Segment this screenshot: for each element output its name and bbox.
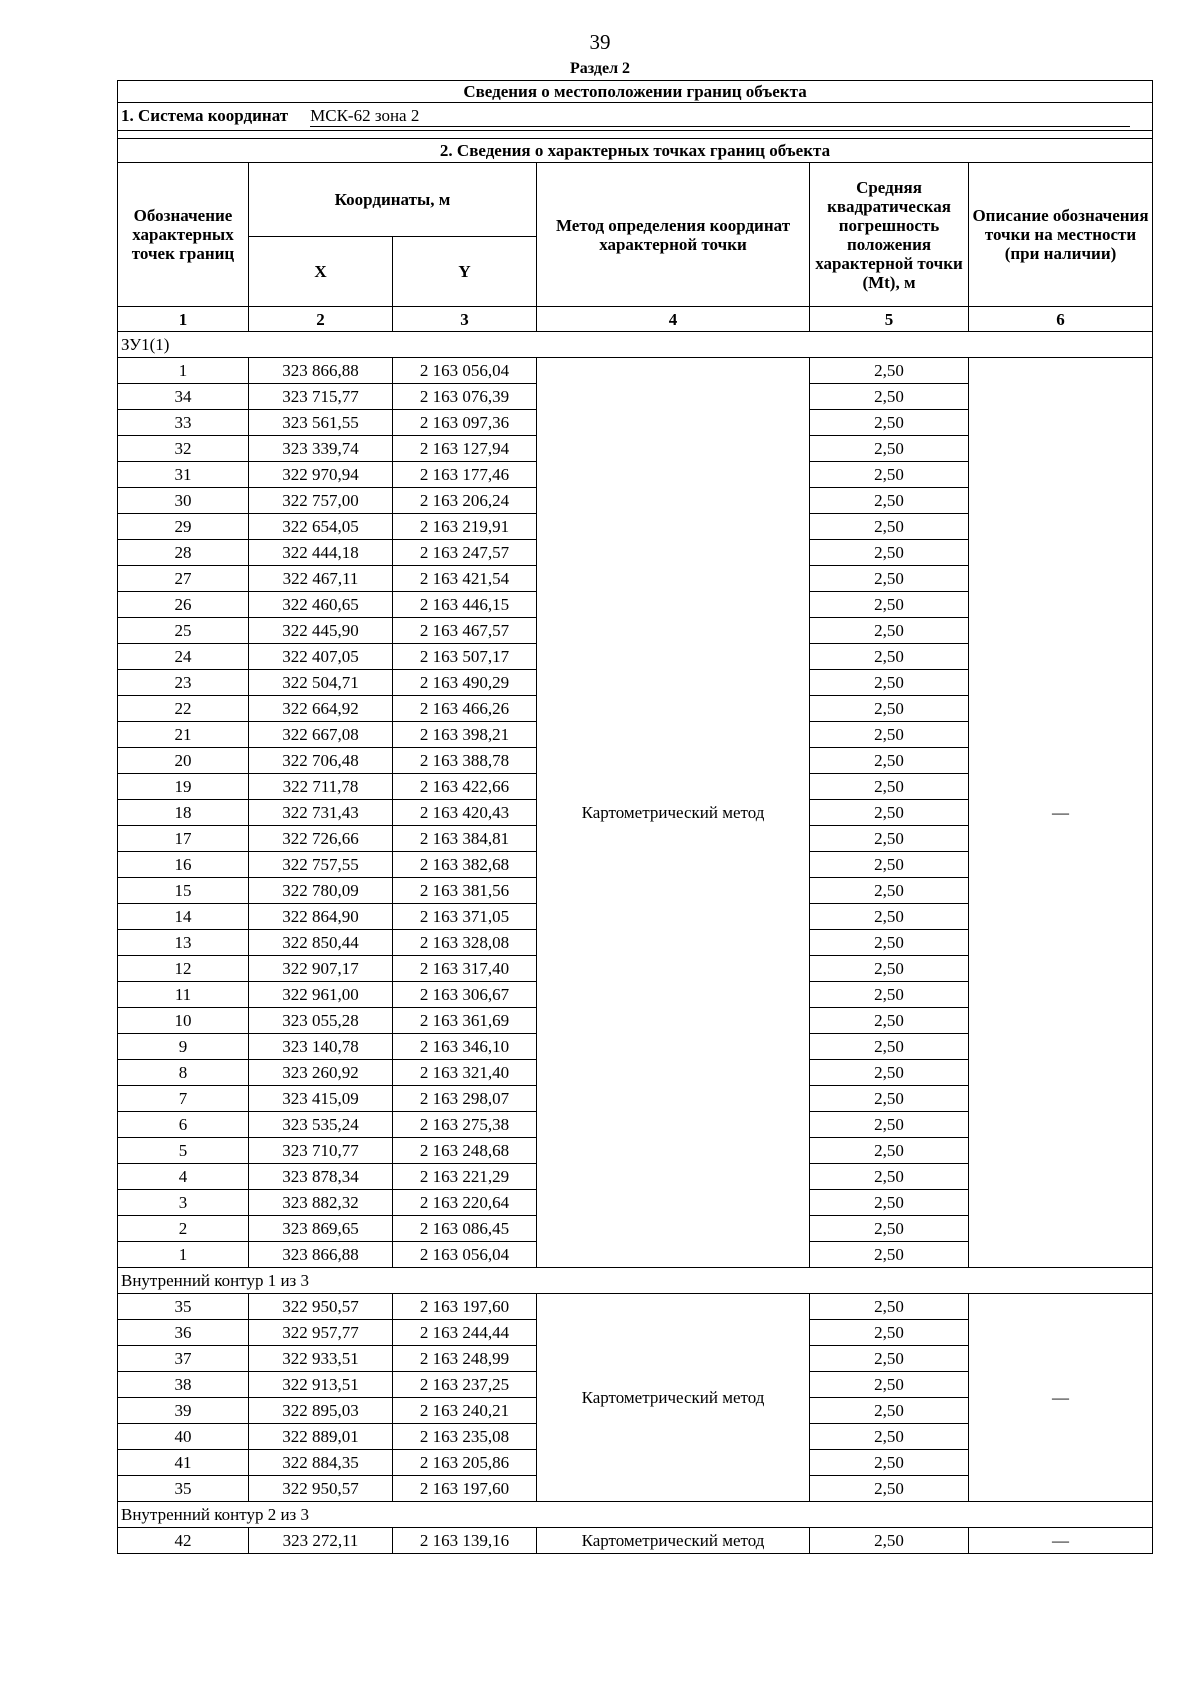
coord-y: 2 163 205,86 [393,1450,537,1476]
accuracy-mt: 2,50 [810,1372,969,1398]
accuracy-mt: 2,50 [810,1164,969,1190]
accuracy-mt: 2,50 [810,540,969,566]
coord-y: 2 163 466,26 [393,696,537,722]
page-number: 39 [589,30,611,54]
point-number: 1 [118,358,249,384]
coord-y: 2 163 371,05 [393,904,537,930]
coord-y: 2 163 381,56 [393,878,537,904]
section-label: Раздел 2 [569,60,631,77]
point-number: 6 [118,1112,249,1138]
coord-x: 323 535,24 [249,1112,393,1138]
point-number: 25 [118,618,249,644]
coord-y: 2 163 321,40 [393,1060,537,1086]
point-number: 17 [118,826,249,852]
point-number: 7 [118,1086,249,1112]
point-number: 27 [118,566,249,592]
coord-x: 323 339,74 [249,436,393,462]
accuracy-mt: 2,50 [810,904,969,930]
point-number: 36 [118,1320,249,1346]
accuracy-mt: 2,50 [810,930,969,956]
coord-x: 323 055,28 [249,1008,393,1034]
coord-y: 2 163 221,29 [393,1164,537,1190]
column-number-3: 3 [393,307,537,332]
accuracy-mt: 2,50 [810,722,969,748]
coord-x: 322 889,01 [249,1424,393,1450]
coord-y: 2 163 247,57 [393,540,537,566]
point-number: 16 [118,852,249,878]
method-cell: Картометрический метод [537,1294,810,1502]
table-row [118,358,1153,384]
coord-x: 323 869,65 [249,1216,393,1242]
point-number: 30 [118,488,249,514]
group-label: Внутренний контур 1 из 3 [118,1268,1153,1294]
coord-x: 322 460,65 [249,592,393,618]
accuracy-mt: 2,50 [810,670,969,696]
point-number: 34 [118,384,249,410]
coord-y: 2 163 398,21 [393,722,537,748]
coord-y: 2 163 248,68 [393,1138,537,1164]
table-row [118,1294,1153,1320]
coord-x: 322 933,51 [249,1346,393,1372]
point-number: 38 [118,1372,249,1398]
accuracy-mt: 2,50 [810,1320,969,1346]
coord-x: 323 260,92 [249,1060,393,1086]
point-number: 21 [118,722,249,748]
group-label-row [118,332,1153,358]
accuracy-mt: 2,50 [810,1190,969,1216]
accuracy-mt: 2,50 [810,1398,969,1424]
point-number: 11 [118,982,249,1008]
header-point-designation: Обозначение характерных точек границ [118,163,249,307]
accuracy-mt: 2,50 [810,1450,969,1476]
accuracy-mt: 2,50 [810,592,969,618]
accuracy-mt: 2,50 [810,644,969,670]
coord-x: 322 726,66 [249,826,393,852]
coord-y: 2 163 298,07 [393,1086,537,1112]
column-number-4: 4 [537,307,810,332]
coord-y: 2 163 056,04 [393,1242,537,1268]
coord-y: 2 163 306,67 [393,982,537,1008]
coord-y: 2 163 361,69 [393,1008,537,1034]
point-number: 20 [118,748,249,774]
coord-x: 322 731,43 [249,800,393,826]
coord-x: 322 757,00 [249,488,393,514]
point-number: 41 [118,1450,249,1476]
accuracy-mt: 2,50 [810,1034,969,1060]
column-number-5: 5 [810,307,969,332]
header-x: X [249,237,393,307]
coord-x: 322 445,90 [249,618,393,644]
accuracy-mt: 2,50 [810,1086,969,1112]
coord-x: 322 664,92 [249,696,393,722]
coord-y: 2 163 235,08 [393,1424,537,1450]
coord-y: 2 163 056,04 [393,358,537,384]
accuracy-mt: 2,50 [810,800,969,826]
point-number: 33 [118,410,249,436]
coord-x: 322 864,90 [249,904,393,930]
coord-x: 322 757,55 [249,852,393,878]
group-label: ЗУ1(1) [118,332,1153,358]
coord-y: 2 163 388,78 [393,748,537,774]
coord-y: 2 163 382,68 [393,852,537,878]
coord-x: 322 654,05 [249,514,393,540]
accuracy-mt: 2,50 [810,1476,969,1502]
coord-y: 2 163 244,44 [393,1320,537,1346]
coord-x: 322 706,48 [249,748,393,774]
point-number: 22 [118,696,249,722]
point-number: 9 [118,1034,249,1060]
header-coordinates: Координаты, м [249,163,537,237]
header-method: Метод определения координат характерной точки [537,163,810,307]
coord-x: 323 140,78 [249,1034,393,1060]
point-number: 5 [118,1138,249,1164]
coord-x: 323 866,88 [249,1242,393,1268]
coord-y: 2 163 384,81 [393,826,537,852]
coord-x: 322 444,18 [249,540,393,566]
accuracy-mt: 2,50 [810,1112,969,1138]
accuracy-mt: 2,50 [810,384,969,410]
column-number-2: 2 [249,307,393,332]
accuracy-mt: 2,50 [810,748,969,774]
point-number: 28 [118,540,249,566]
spacer-row [118,131,1153,139]
coord-x: 322 407,05 [249,644,393,670]
point-number: 14 [118,904,249,930]
coord-y: 2 163 317,40 [393,956,537,982]
coord-system-label: 1. Система координат [121,106,289,125]
coord-y: 2 163 421,54 [393,566,537,592]
coord-y: 2 163 490,29 [393,670,537,696]
accuracy-mt: 2,50 [810,1242,969,1268]
point-number: 15 [118,878,249,904]
method-cell: Картометрический метод [537,1528,810,1554]
point-number: 10 [118,1008,249,1034]
coord-y: 2 163 127,94 [393,436,537,462]
coord-x: 322 467,11 [249,566,393,592]
accuracy-mt: 2,50 [810,878,969,904]
accuracy-mt: 2,50 [810,696,969,722]
accuracy-mt: 2,50 [810,1528,969,1554]
point-number: 2 [118,1216,249,1242]
accuracy-mt: 2,50 [810,1346,969,1372]
accuracy-mt: 2,50 [810,358,969,384]
accuracy-mt: 2,50 [810,514,969,540]
method-cell: Картометрический метод [537,358,810,1268]
coord-y: 2 163 219,91 [393,514,537,540]
group-label-row [118,1268,1153,1294]
coord-y: 2 163 422,66 [393,774,537,800]
table-title: Сведения о местоположении границ объекта [118,81,1153,103]
coord-x: 322 957,77 [249,1320,393,1346]
coord-y: 2 163 139,16 [393,1528,537,1554]
coord-y: 2 163 177,46 [393,462,537,488]
coord-x: 322 961,00 [249,982,393,1008]
coord-y: 2 163 467,57 [393,618,537,644]
accuracy-mt: 2,50 [810,1216,969,1242]
point-number: 29 [118,514,249,540]
coord-x: 322 884,35 [249,1450,393,1476]
accuracy-mt: 2,50 [810,1008,969,1034]
point-number: 35 [118,1294,249,1320]
point-number: 32 [118,436,249,462]
coord-x: 323 415,09 [249,1086,393,1112]
point-number: 4 [118,1164,249,1190]
point-number: 26 [118,592,249,618]
accuracy-mt: 2,50 [810,1424,969,1450]
accuracy-mt: 2,50 [810,982,969,1008]
point-number: 23 [118,670,249,696]
header-accuracy: Средняя квадратическая погрешность положения характерной точки (Mt), м [810,163,969,307]
accuracy-mt: 2,50 [810,462,969,488]
description-cell: — [969,1294,1153,1502]
coord-x: 323 561,55 [249,410,393,436]
coord-y: 2 163 197,60 [393,1476,537,1502]
point-number: 39 [118,1398,249,1424]
accuracy-mt: 2,50 [810,852,969,878]
group-label-row [118,1502,1153,1528]
header-description: Описание обозначения точки на местности (при наличии) [969,163,1153,307]
coord-x: 322 504,71 [249,670,393,696]
coord-y: 2 163 248,99 [393,1346,537,1372]
coord-y: 2 163 420,43 [393,800,537,826]
point-number: 24 [118,644,249,670]
point-number: 3 [118,1190,249,1216]
point-number: 35 [118,1476,249,1502]
point-number: 40 [118,1424,249,1450]
coord-y: 2 163 446,15 [393,592,537,618]
point-number: 18 [118,800,249,826]
coord-y: 2 163 507,17 [393,644,537,670]
point-number: 42 [118,1528,249,1554]
coord-x: 323 866,88 [249,358,393,384]
coord-x: 322 950,57 [249,1294,393,1320]
accuracy-mt: 2,50 [810,618,969,644]
point-number: 12 [118,956,249,982]
point-number: 19 [118,774,249,800]
description-cell: — [969,1528,1153,1554]
boundary-points-table [117,80,1153,1554]
coord-system-value: МСК-62 зона 2 [310,106,420,125]
coord-y: 2 163 197,60 [393,1294,537,1320]
coord-y: 2 163 275,38 [393,1112,537,1138]
accuracy-mt: 2,50 [810,488,969,514]
accuracy-mt: 2,50 [810,566,969,592]
coord-y: 2 163 076,39 [393,384,537,410]
coord-x: 322 895,03 [249,1398,393,1424]
accuracy-mt: 2,50 [810,410,969,436]
accuracy-mt: 2,50 [810,826,969,852]
coord-x: 322 711,78 [249,774,393,800]
coord-x: 322 913,51 [249,1372,393,1398]
coord-y: 2 163 220,64 [393,1190,537,1216]
coord-x: 322 907,17 [249,956,393,982]
coord-system-row [118,103,1153,131]
accuracy-mt: 2,50 [810,956,969,982]
accuracy-mt: 2,50 [810,1138,969,1164]
coord-y: 2 163 328,08 [393,930,537,956]
point-number: 37 [118,1346,249,1372]
coord-x: 322 667,08 [249,722,393,748]
coord-x: 323 882,32 [249,1190,393,1216]
accuracy-mt: 2,50 [810,1294,969,1320]
coord-x: 322 950,57 [249,1476,393,1502]
coord-y: 2 163 097,36 [393,410,537,436]
column-number-1: 1 [118,307,249,332]
point-number: 1 [118,1242,249,1268]
point-number: 13 [118,930,249,956]
coord-x: 322 850,44 [249,930,393,956]
coord-y: 2 163 240,21 [393,1398,537,1424]
coord-x: 323 878,34 [249,1164,393,1190]
accuracy-mt: 2,50 [810,774,969,800]
coord-y: 2 163 346,10 [393,1034,537,1060]
point-number: 31 [118,462,249,488]
coord-x: 323 715,77 [249,384,393,410]
description-cell: — [969,358,1153,1268]
coord-y: 2 163 237,25 [393,1372,537,1398]
group-label: Внутренний контур 2 из 3 [118,1502,1153,1528]
coord-x: 323 272,11 [249,1528,393,1554]
coord-x: 322 780,09 [249,878,393,904]
coord-y: 2 163 086,45 [393,1216,537,1242]
accuracy-mt: 2,50 [810,436,969,462]
point-number: 8 [118,1060,249,1086]
coord-x: 322 970,94 [249,462,393,488]
header-y: Y [393,237,537,307]
coord-y: 2 163 206,24 [393,488,537,514]
accuracy-mt: 2,50 [810,1060,969,1086]
column-number-6: 6 [969,307,1153,332]
table-row [118,1528,1153,1554]
coord-x: 323 710,77 [249,1138,393,1164]
points-title: 2. Сведения о характерных точках границ объекта [118,139,1153,163]
